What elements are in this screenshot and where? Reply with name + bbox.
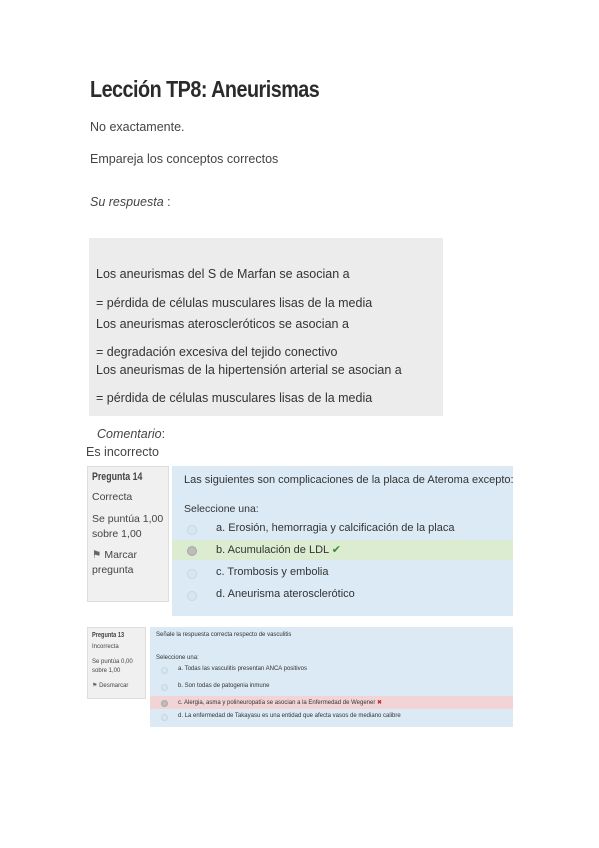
- question-score: Se puntúa 0,00: [92, 659, 133, 665]
- checkmark-icon: ✔: [331, 544, 341, 556]
- unflag-question-link[interactable]: [92, 682, 128, 689]
- question-score-max: sobre 1,00: [92, 668, 121, 674]
- option-radio[interactable]: [161, 684, 168, 691]
- option-label-text: b. Acumulación de LDL: [216, 544, 329, 556]
- feedback-text: No exactamente.: [90, 120, 185, 134]
- question-number: Pregunta 13: [92, 632, 125, 639]
- option-radio[interactable]: [161, 667, 168, 674]
- question-number: Pregunta 14: [92, 471, 143, 483]
- question-13-content: [150, 627, 513, 727]
- option-radio-selected[interactable]: [187, 546, 197, 556]
- option-label[interactable]: d. Aneurisma aterosclerótico: [216, 588, 355, 600]
- comment-colon: :: [161, 427, 166, 441]
- answer-box: [89, 238, 443, 416]
- flag-icon: ⚑: [92, 683, 98, 689]
- answer-line: Los aneurismas del S de Marfan se asocian a: [96, 267, 350, 281]
- question-status: Correcta: [92, 491, 133, 503]
- question-score: Se puntúa 1,00: [92, 513, 164, 525]
- option-label[interactable]: [216, 543, 341, 556]
- option-radio[interactable]: [187, 525, 197, 535]
- question-status: Incorrecta: [92, 644, 119, 650]
- flag-question-link[interactable]: [92, 549, 137, 561]
- answer-line: = degradación excesiva del tejido conectivo: [96, 345, 338, 359]
- instruction-text: Empareja los conceptos correctos: [90, 152, 279, 166]
- option-label[interactable]: c. Trombosis y embolia: [216, 566, 329, 578]
- question-text: Señale la respuesta correcta respecto de vasculitis: [156, 632, 292, 638]
- question-14-info: [87, 466, 169, 602]
- option-label[interactable]: b. Son todas de patogenia inmune: [178, 683, 270, 689]
- option-label[interactable]: [178, 699, 382, 706]
- answer-line: Los aneurismas de la hipertensión arterial se asocian a: [96, 363, 402, 377]
- option-radio-selected[interactable]: [161, 700, 168, 707]
- option-radio[interactable]: [187, 569, 197, 579]
- option-label[interactable]: a. Todas las vasculitis presentan ANCA positivos: [178, 666, 307, 672]
- select-prompt: Seleccione una:: [156, 655, 199, 661]
- option-label[interactable]: d. La enfermedad de Takayasu es una entidad que afecta vasos de mediano calibre: [178, 713, 401, 719]
- answer-line: Los aneurismas ateroscleróticos se asocian a: [96, 317, 349, 331]
- question-13-info: [87, 627, 146, 699]
- question-14-content: [172, 466, 513, 616]
- comment-label-row: [97, 427, 165, 441]
- option-label-text: c. Alergia, asma y polineuropatía se asocian a la Enfermedad de Wegener: [178, 700, 376, 706]
- response-label-row: [90, 195, 171, 209]
- answer-line: = pérdida de células musculares lisas de la media: [96, 296, 373, 310]
- question-text: Las siguientes son complicaciones de la placa de Ateroma excepto:: [184, 474, 514, 486]
- response-colon: :: [163, 195, 171, 209]
- page-title: Lección TP8: Aneurismas: [90, 76, 320, 102]
- option-label[interactable]: a. Erosión, hemorragia y calcificación de la placa: [216, 522, 455, 534]
- flag-label: Marcar: [104, 549, 138, 561]
- flag-icon: ⚑: [92, 549, 102, 561]
- comment-label: Comentario: [97, 427, 162, 441]
- response-label: Su respuesta: [90, 195, 164, 209]
- option-radio[interactable]: [161, 714, 168, 721]
- comment-text: Es incorrecto: [86, 445, 159, 459]
- flag-label: Desmarcar: [99, 683, 129, 689]
- flag-label-line2: pregunta: [92, 564, 134, 576]
- question-score-max: sobre 1,00: [92, 528, 142, 540]
- option-radio[interactable]: [187, 591, 197, 601]
- cross-icon: ✖: [377, 700, 383, 706]
- answer-line: = pérdida de células musculares lisas de la media: [96, 391, 373, 405]
- select-prompt: Seleccione una:: [184, 503, 259, 515]
